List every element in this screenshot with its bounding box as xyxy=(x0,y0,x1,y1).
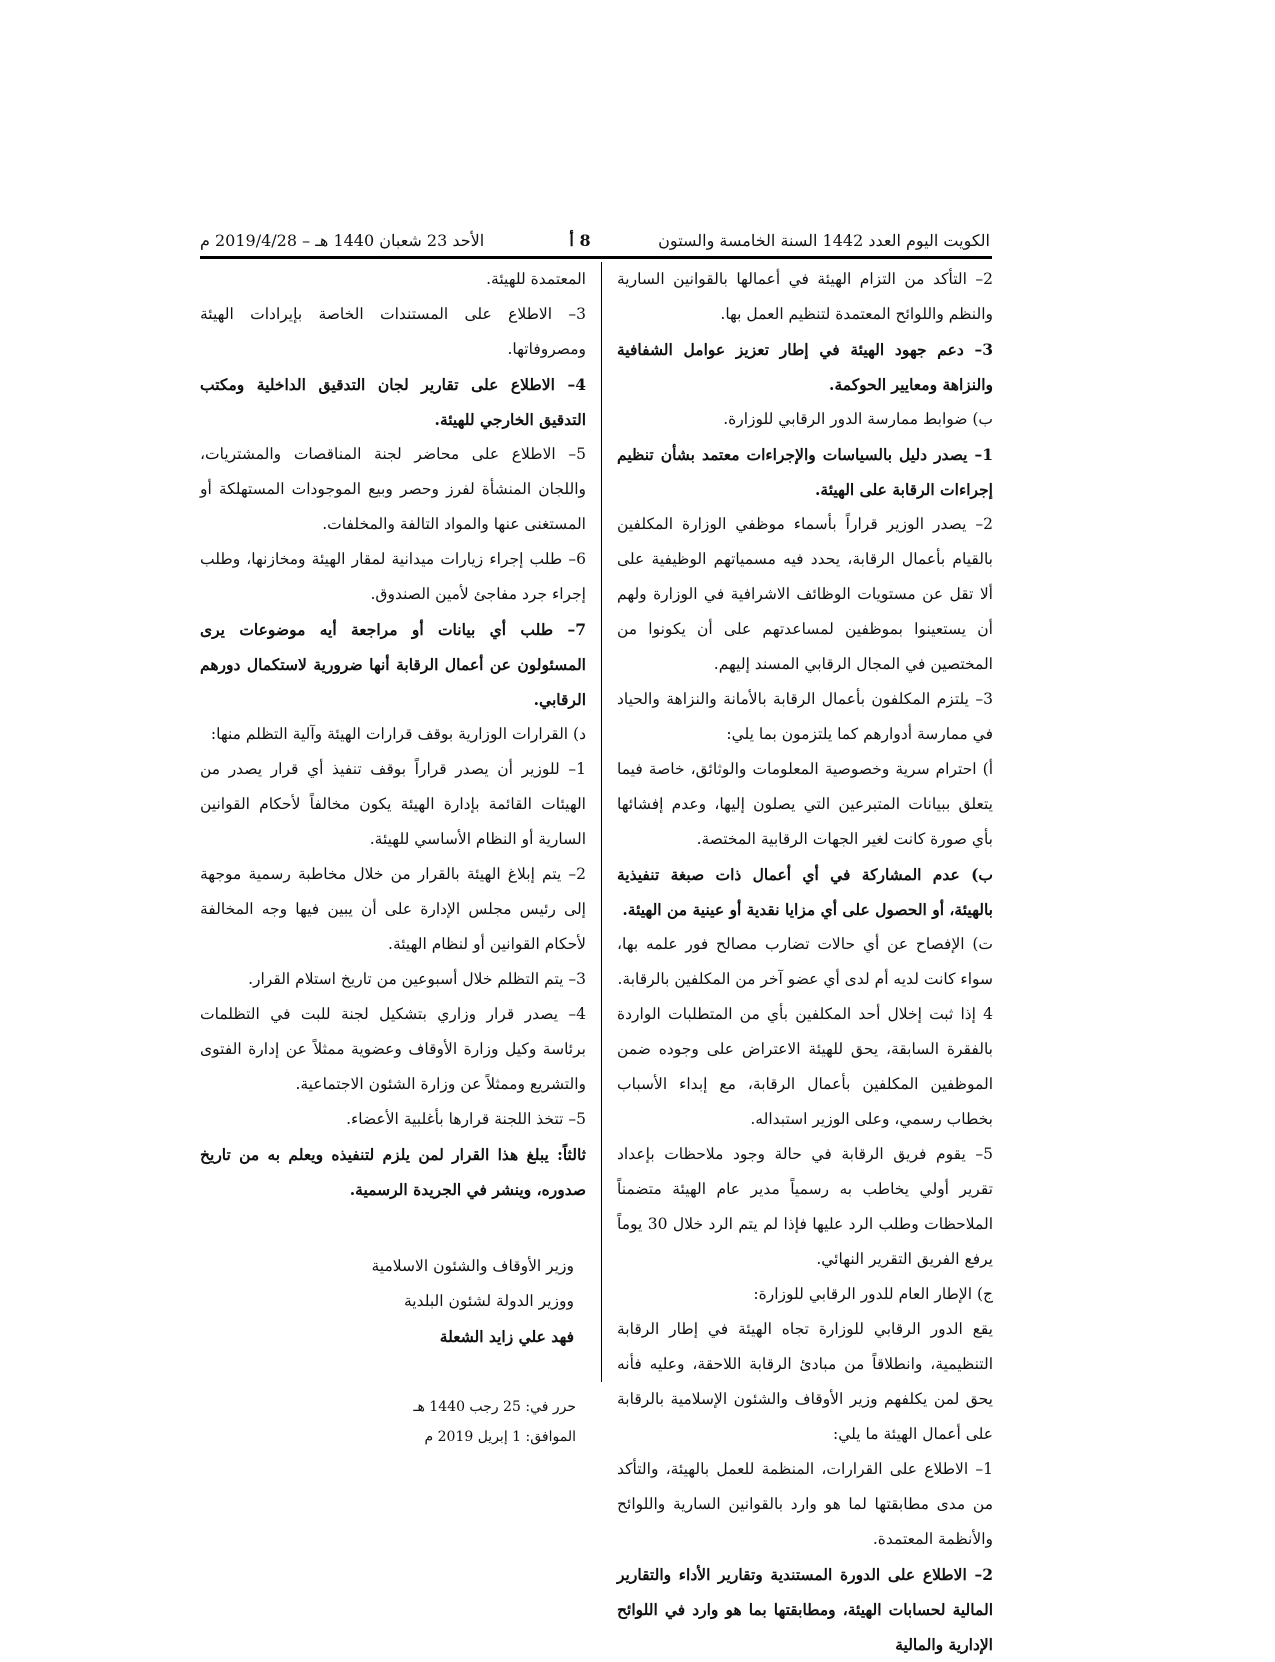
paragraph: 2– الاطلاع على الدورة المستندية وتقارير الأداء والتقارير المالية لحسابات الهيئة، ومطابقتها بما هو وارد في اللوائح الإدارية والمالية xyxy=(617,1565,993,1654)
signature-title: وزير الأوقاف والشئون الاسلامية xyxy=(371,1257,574,1275)
header-issue-info: الكويت اليوم العدد 1442 السنة الخامسة والستون xyxy=(658,231,990,250)
paragraph: 1– للوزير أن يصدر قراراً بوقف تنفيذ أي قرار يصدر من الهيئات القائمة بإدارة الهيئة يكون مخالفاً لأحكام القوانين السارية أو النظام الأساسي للهيئة. xyxy=(200,760,586,848)
paragraph: ب) عدم المشاركة في أي أعمال ذات صبغة تنفيذية بالهيئة، أو الحصول على أي مزايا نقدية أو عينية من الهيئة. xyxy=(617,865,993,919)
paragraph: ج) الإطار العام للدور الرقابي للوزارة: xyxy=(753,1285,993,1303)
paragraph: ثالثاً: يبلغ هذا القرار لمن يلزم لتنفيذه ويعلم به من تاريخ صدوره، وينشر في الجريدة الرسمية. xyxy=(200,1145,586,1199)
paragraph: 2– يتم إبلاغ الهيئة بالقرار من خلال مخاطبة رسمية موجهة إلى رئيس مجلس الإدارة على أن يبين فيها وجه المخالفة لأحكام القوانين أو لنظام الهيئة. xyxy=(200,865,586,953)
header-rule xyxy=(200,256,992,259)
paragraph: 4 إذا ثبت إخلال أحد المكلفين بأي من المتطلبات الواردة بالفقرة السابقة، يحق للهيئة الاعتراض على وجوده ضمن الموظفين المكلفين بأعمال الرقابة، مع إبداء الأسباب بخطاب رسمي، وعلى الوزير استبداله. xyxy=(617,1005,993,1128)
paragraph: 2– يصدر الوزير قراراً بأسماء موظفي الوزارة المكلفين بالقيام بأعمال الرقابة، يحدد فيه مسمياتهم الوظيفية على ألا تقل عن مستويات الوظائف الاشرافية في الوزارة ولهم أن يستعينوا بموظفين لمساعدتهم على أن يكونوا من المختصين في المجال الرقابي المسند إليهم. xyxy=(617,515,993,673)
left-column xyxy=(200,262,586,1452)
paragraph: 4– الاطلاع على تقارير لجان التدقيق الداخلية ومكتب التدقيق الخارجي للهيئة. xyxy=(200,375,586,429)
paragraph: 2– التأكد من التزام الهيئة في أعمالها بالقوانين السارية والنظم واللوائح المعتمدة لتنظيم العمل بها. xyxy=(617,270,993,323)
paragraph: 3– دعم جهود الهيئة في إطار تعزيز عوامل الشفافية والنزاهة ومعايير الحوكمة. xyxy=(617,340,993,394)
paragraph: 1– يصدر دليل بالسياسات والإجراءات معتمد بشأن تنظيم إجراءات الرقابة على الهيئة. xyxy=(617,445,993,499)
page-header xyxy=(200,226,990,256)
paragraph: المعتمدة للهيئة. xyxy=(486,270,586,288)
header-page-number: 8 أ xyxy=(569,231,591,250)
paragraph: 7– طلب أي بيانات أو مراجعة أيه موضوعات يرى المسئولون عن أعمال الرقابة أنها ضرورية لاستكمال دورهم الرقابي. xyxy=(200,620,586,709)
header-date: الأحد 23 شعبان 1440 هـ – 2019/4/28 م xyxy=(200,231,485,250)
gregorian-date: الموافق: 1 إبريل 2019 م xyxy=(424,1429,576,1445)
right-column xyxy=(617,262,993,1662)
signature-title: ووزير الدولة لشئون البلدية xyxy=(403,1292,574,1310)
paragraph: 4– يصدر قرار وزاري بتشكيل لجنة للبت في التظلمات برئاسة وكيل وزارة الأوقاف وعضوية ممثلاً عن إدارة الفتوى والتشريع وممثلاً عن وزارة الشئون الاجتماعية. xyxy=(200,1005,586,1093)
paragraph: 3– يلتزم المكلفون بأعمال الرقابة بالأمانة والنزاهة والحياد في ممارسة أدوارهم كما يلتزمون بما يلي: xyxy=(617,690,993,743)
paragraph: 3– يتم التظلم خلال أسبوعين من تاريخ استلام القرار. xyxy=(248,970,586,988)
paragraph: أ) احترام سرية وخصوصية المعلومات والوثائق، خاصة فيما يتعلق ببيانات المتبرعين التي يصلون إليها، وعدم إفشائها بأي صورة كانت لغير الجهات الرقابية المختصة. xyxy=(617,760,993,848)
paragraph: 5– يقوم فريق الرقابة في حالة وجود ملاحظات بإعداد تقرير أولي يخاطب به رسمياً مدير عام الهيئة متضمناً الملاحظات وطلب الرد عليها فإذا لم يتم الرد خلال 30 يوماً يرفع الفريق التقرير النهائي. xyxy=(617,1145,993,1268)
paragraph: 1– الاطلاع على القرارات، المنظمة للعمل بالهيئة، والتأكد من مدى مطابقتها لما هو وارد بالقوانين السارية واللوائح والأنظمة المعتمدة. xyxy=(617,1460,993,1548)
paragraph: يقع الدور الرقابي للوزارة تجاه الهيئة في إطار الرقابة التنظيمية، وانطلاقاً من مبادئ الرقابة اللاحقة، وعليه فأنه يحق لمن يكلفهم وزير الأوقاف والشئون الإسلامية بالرقابة على أعمال الهيئة ما يلي: xyxy=(617,1320,993,1443)
signature-name: فهد علي زايد الشعلة xyxy=(439,1327,574,1346)
paragraph: ب) ضوابط ممارسة الدور الرقابي للوزارة. xyxy=(723,410,993,428)
paragraph: 6– طلب إجراء زيارات ميدانية لمقار الهيئة ومخازنها، وطلب إجراء جرد مفاجئ لأمين الصندوق. xyxy=(200,550,586,603)
hijri-date: حرر في: 25 رجب 1440 هـ xyxy=(413,1399,576,1415)
signature-block xyxy=(200,1249,586,1354)
paragraph: 5– تتخذ اللجنة قرارها بأغلبية الأعضاء. xyxy=(346,1110,586,1128)
column-divider xyxy=(601,262,602,1382)
paragraph: 3– الاطلاع على المستندات الخاصة بإيرادات الهيئة ومصروفاتها. xyxy=(200,305,586,358)
paragraph: د) القرارات الوزارية بوقف قرارات الهيئة وآلية التظلم منها: xyxy=(210,725,586,743)
paragraph: ت) الإفصاح عن أي حالات تضارب مصالح فور علمه بها، سواء كانت لديه أم لدى أي عضو آخر من المكلفين بالرقابة. xyxy=(617,935,993,988)
paragraph: 5– الاطلاع على محاضر لجنة المناقصات والمشتريات، واللجان المنشأة لفرز وحصر وبيع الموجودات المستهلكة أو المستغنى عنها والمواد التالفة والمخلفات. xyxy=(200,445,586,533)
issue-dates xyxy=(200,1392,586,1452)
